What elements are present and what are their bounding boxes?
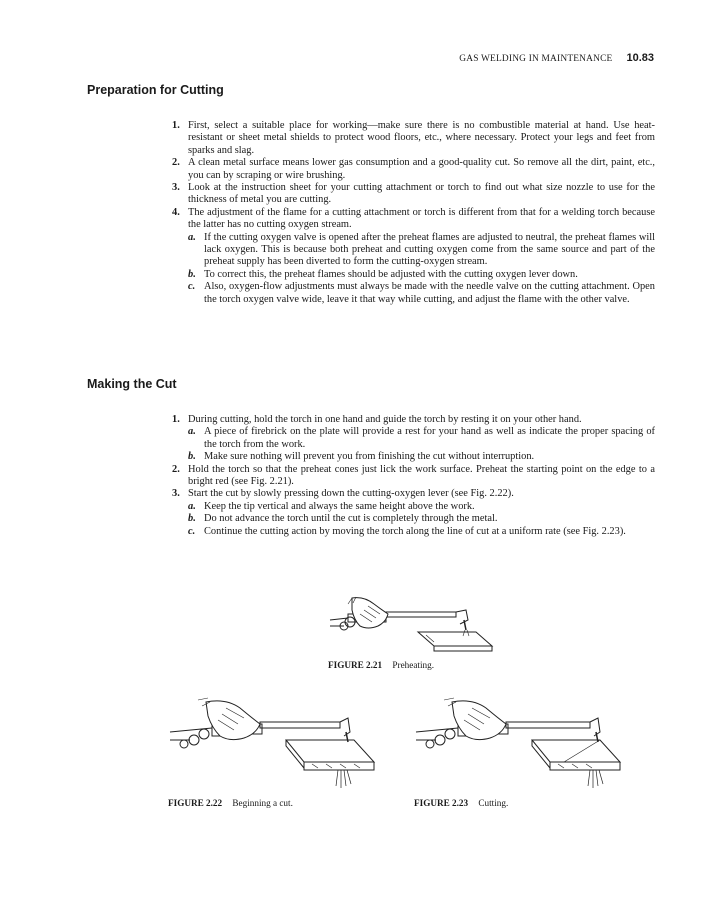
sub-item [188,426,655,451]
figure-caption-text: Beginning a cut. [232,798,293,808]
page-number: 10.83 [626,52,654,64]
figure-number: FIGURE 2.23 [414,798,469,808]
list-item [172,120,655,157]
figure-2-22 [168,696,383,808]
sub-item-text: Also, oxygen-flow adjustments must always be made with the needle valve on the cutting attachment. Open the torch oxygen valve wide, leave it that way while cutting, and adjust the flame with the other valve. [204,281,655,305]
figure-2-23 [414,696,629,808]
section-heading-making-cut: Making the Cut [87,377,177,391]
figure-number: FIGURE 2.22 [168,798,223,808]
running-head-title: GAS WELDING IN MAINTENANCE [459,54,613,64]
sub-item-letter: b. [188,268,196,280]
item-number: 2. [172,463,180,475]
sub-item-text: Keep the tip vertical and always the same height above the work. [204,500,475,512]
cutting-illustration [414,696,629,792]
item-text: Look at the instruction sheet for your cutting attachment or torch to find out what size nozzle to use for the thickness of metal you are cutting. [188,182,655,206]
item-number: 3. [172,182,180,194]
sub-item-text: If the cutting oxygen valve is opened after the preheat flames are adjusted to neutral, the preheat flames will lack oxygen. This is because both preheat and cutting oxygen come from the same source and part of the preheat supply has been diverted to form the cutting-oxygen stream. [204,231,655,268]
item-text: First, select a suitable place for working—make sure there is no combustible material at hand. Use heat-resistant or sheet metal shields to protect wood floors, etc., where necessary. Protect your legs and feet from sparks and slag. [188,120,655,156]
beginning-cut-illustration [168,696,383,792]
list-item [172,207,655,306]
figure-caption [168,798,383,808]
item-number: 1. [172,414,180,425]
preheating-illustration [326,596,496,654]
sub-item-letter: a. [188,500,196,512]
list-item [172,414,655,464]
item-text: Start the cut by slowly pressing down the cutting-oxygen lever (see Fig. 2.22). [188,488,514,500]
figure-caption-text: Preheating. [392,660,434,670]
item-text: During cutting, hold the torch in one hand and guide the torch by resting it on your other hand. [188,414,582,425]
item-body [188,488,655,538]
sub-item-text: Do not advance the torch until the cut is completely through the metal. [204,513,498,525]
sub-item-text: Continue the cutting action by moving the torch along the line of cut at a uniform rate (see Fig. 2.23). [204,525,626,537]
sub-item-letter: c. [188,525,196,537]
figure-number: FIGURE 2.21 [328,660,383,670]
sub-item [188,451,655,463]
item-body [188,414,655,464]
item-number: 4. [172,206,180,218]
sub-item-letter: a. [188,231,196,243]
sub-item [188,526,655,538]
item-text: The adjustment of the flame for a cutting attachment or torch is different from that for a welding torch because the latter has no cutting oxygen stream. [188,206,655,231]
figure-caption-text: Cutting. [478,798,509,808]
running-head [459,52,654,64]
item-number: 2. [172,157,180,169]
section-heading-preparation: Preparation for Cutting [87,83,224,97]
list-item [172,157,655,182]
item-text: A clean metal surface means lower gas consumption and a good-quality cut. So remove all the dirt, paint, etc., you can by scraping or wire brushing. [188,157,655,181]
sub-item [188,232,655,269]
sub-item [188,501,655,513]
item-number: 3. [172,488,180,500]
sub-item [188,269,655,281]
sub-item-letter: b. [188,513,196,525]
sub-item [188,513,655,525]
sub-item-letter: c. [188,281,196,293]
item-number: 1. [172,120,180,131]
cutting-steps-list [172,414,655,538]
list-item [172,488,655,538]
figure-caption [414,798,629,808]
figure-2-21 [326,596,496,670]
sub-item-text: To correct this, the preheat flames should be adjusted with the cutting oxygen lever down. [204,268,578,280]
preparation-steps-list [172,120,655,306]
figure-caption [328,660,496,670]
item-text: Hold the torch so that the preheat cones just lick the work surface. Preheat the starting point on the edge to a bright red (see Fig. 2.21). [188,463,655,488]
sub-item-text: A piece of firebrick on the plate will provide a rest for your hand as well as indicate the proper spacing of the torch from the work. [204,426,655,450]
list-item [172,464,655,489]
sub-item [188,281,655,306]
item-body [188,207,655,306]
sub-item-letter: a. [188,426,196,438]
list-item [172,182,655,207]
sub-item-letter: b. [188,451,196,463]
sub-item-text: Make sure nothing will prevent you from finishing the cut without interruption. [204,451,535,463]
